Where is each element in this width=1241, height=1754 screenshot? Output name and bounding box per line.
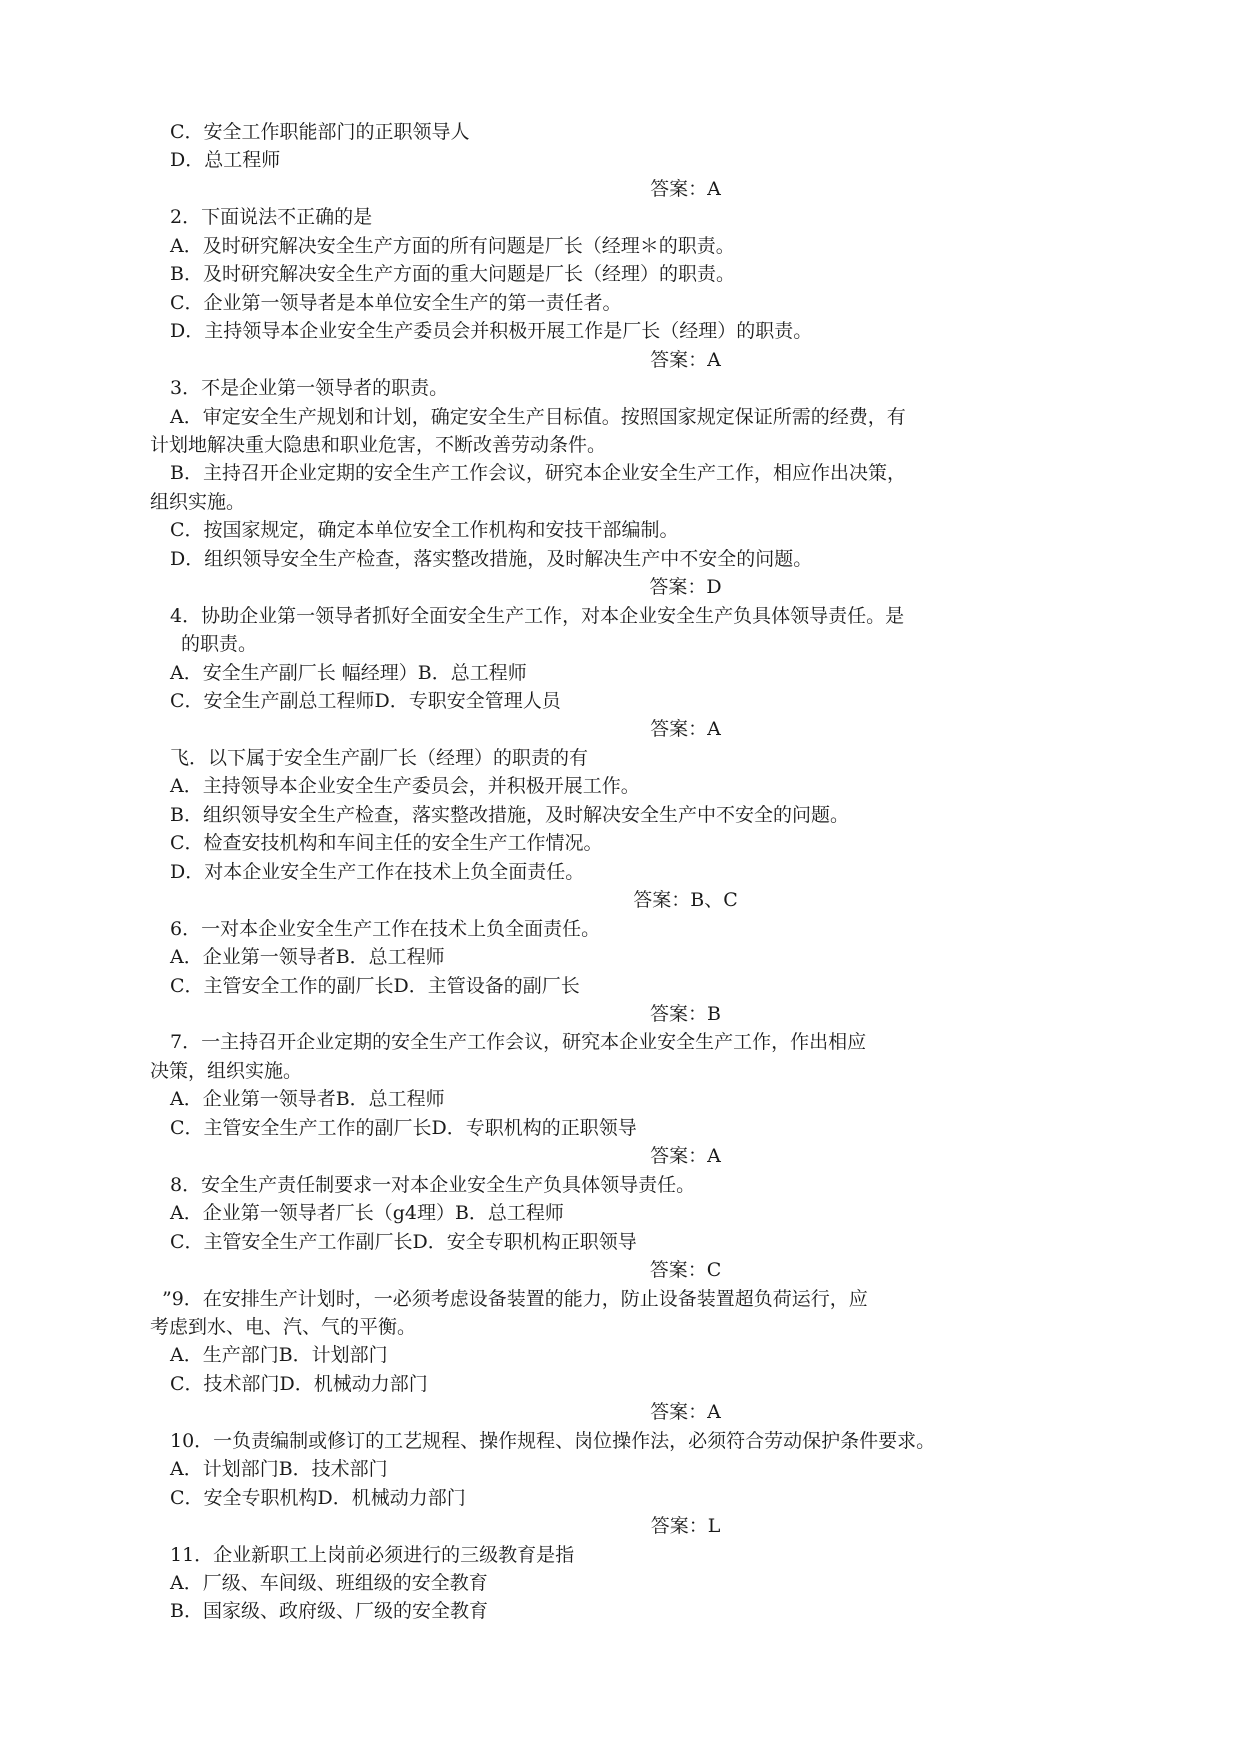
answer-option-line: C．主管安全工作的副厂长D．主管设备的副厂长 — [170, 974, 580, 997]
wrapped-text-line: 决策，组织实施。 — [150, 1059, 303, 1082]
answer-option-line: C．安全专职机构D．机械动力部门 — [170, 1486, 466, 1509]
answer-key-text: 答案：A — [650, 177, 721, 200]
answer-option-line: B．主持召开企业定期的安全生产工作会议，研究本企业安全生产工作，相应作出决策， — [170, 462, 906, 485]
question-line: 2．下面说法不正确的是 — [170, 206, 373, 229]
answer-option-line: A．厂级、车间级、班组级的安全教育 — [170, 1572, 488, 1594]
answer-option-line: B．国家级、政府级、厂级的安全教育 — [170, 1600, 488, 1623]
answer-option-line: A．计划部门B．技术部门 — [170, 1458, 388, 1481]
answer-key-line — [65, 1002, 1241, 1026]
answer-option-line: A．生产部门B．计划部门 — [170, 1344, 388, 1367]
answer-option-line: C．主管安全生产工作的副厂长D．专职机构的正职领导 — [170, 1116, 637, 1139]
answer-key-line — [65, 1258, 1241, 1282]
question-line: 8．安全生产责任制要求一对本企业安全生产负具体领导责任。 — [170, 1173, 696, 1196]
wrapped-text-line: 考虑到水、电、汽、气的平衡。 — [150, 1315, 417, 1338]
answer-option-line: B．及时研究解决安全生产方面的重大问题是厂长（经理）的职责。 — [170, 263, 735, 286]
answer-option-line: C．按国家规定，确定本单位安全工作机构和安技干部编制。 — [170, 519, 679, 542]
answer-option-line: A．企业第一领导者厂长（g4理）B．总工程师 — [170, 1202, 564, 1225]
answer-key-line — [65, 888, 1241, 912]
wrapped-text-line: 组织实施。 — [150, 490, 246, 513]
answer-option-line: B．组织领导安全生产检查，落实整改措施，及时解决安全生产中不安全的问题。 — [170, 803, 849, 826]
answer-key-line — [65, 348, 1241, 372]
question-line: ”9．在安排生产计划时，一必须考虑设备装置的能力，防止设备装置超负荷运行，应 — [162, 1287, 868, 1310]
answer-option-line: A．企业第一领导者B．总工程师 — [170, 1088, 445, 1111]
answer-option-line: C．技术部门D．机械动力部门 — [170, 1372, 428, 1395]
answer-key-text: 答案：A — [650, 348, 721, 371]
answer-option-line: D．对本企业安全生产工作在技术上负全面责任。 — [170, 860, 585, 883]
answer-option-line: C．安全生产副总工程师D．专职安全管理人员 — [170, 690, 561, 712]
answer-option-line: C．主管安全生产工作副厂长D．安全专职机构正职领导 — [170, 1230, 637, 1253]
answer-key-text: 答案：D — [649, 576, 722, 599]
answer-option-line: A．及时研究解决安全生产方面的所有问题是厂长（经理＊的职责。 — [170, 234, 735, 257]
answer-option-line: A．企业第一领导者B．总工程师 — [170, 946, 445, 968]
answer-key-line — [65, 177, 1241, 201]
answer-option-line: A．主持领导本企业安全生产委员会，并积极开展工作。 — [170, 775, 640, 798]
answer-key-line — [65, 1400, 1241, 1424]
answer-option-line: C．检查安技机构和车间主任的安全生产工作情况。 — [170, 832, 603, 855]
answer-option-line: A．安全生产副厂长 幅经理）B．总工程师 — [170, 661, 527, 684]
answer-key-line — [65, 1514, 1241, 1538]
answer-option-line: C．安全工作职能部门的正职领导人 — [170, 121, 470, 143]
question-line: 飞．以下属于安全生产副厂长（经理）的职责的有 — [170, 746, 589, 769]
answer-option-line: D．总工程师 — [170, 149, 281, 172]
answer-option-line: D．组织领导安全生产检查，落实整改措施，及时解决生产中不安全的问题。 — [170, 547, 813, 570]
question-line: 10．一负责编制或修订的工艺规程、操作规程、岗位操作法，必须符合劳动保护条件要求。 — [170, 1429, 936, 1452]
answer-key-line — [65, 1144, 1241, 1168]
answer-option-line: D．主持领导本企业安全生产委员会并积极开展工作是厂长（经理）的职责。 — [170, 320, 813, 343]
question-line: 3．不是企业第一领导者的职责。 — [170, 377, 449, 400]
answer-key-text: 答案：A — [650, 1145, 721, 1168]
answer-option-line: A．审定安全生产规划和计划，确定安全生产目标值。按照国家规定保证所需的经费，有 — [170, 405, 906, 428]
answer-key-text: 答案：L — [650, 1515, 721, 1537]
answer-key-line — [65, 575, 1241, 599]
question-line: 4．协助企业第一领导者抓好全面安全生产工作，对本企业安全生产负具体领导责任。是 — [170, 604, 905, 627]
answer-key-text: 答案：A — [650, 1401, 721, 1424]
question-line: 11．企业新职工上岗前必须进行的三级教育是指 — [170, 1543, 575, 1566]
answer-key-text: 答案：B — [650, 1002, 721, 1025]
answer-key-text: 答案：C — [649, 1259, 722, 1281]
answer-key-text: 答案：B、C — [633, 889, 738, 912]
wrapped-text-line: 的职责。 — [181, 633, 258, 656]
answer-option-line: C．企业第一领导者是本单位安全生产的第一责任者。 — [170, 291, 622, 314]
wrapped-text-line: 计划地解决重大隐患和职业危害，不断改善劳动条件。 — [150, 433, 607, 456]
question-line: 7．一主持召开企业定期的安全生产工作会议，研究本企业安全生产工作，作出相应 — [170, 1031, 867, 1054]
question-line: 6．一对本企业安全生产工作在技术上负全面责任。 — [170, 917, 601, 940]
answer-key-line — [65, 717, 1241, 741]
answer-key-text: 答案：A — [650, 718, 721, 741]
